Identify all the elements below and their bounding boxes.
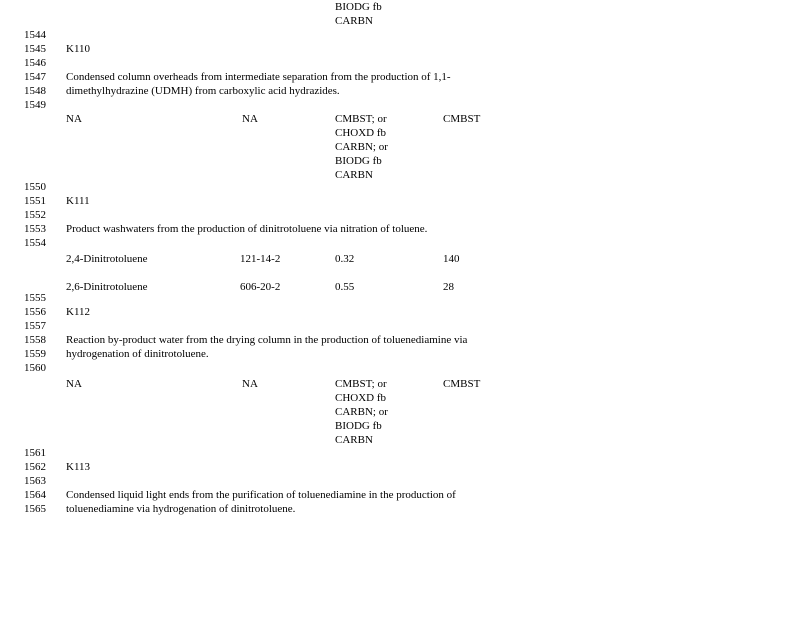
- line-number: 1546: [24, 57, 46, 69]
- line-number: 1564: [24, 489, 46, 501]
- k112-nonwastewater-standard: CMBST: [443, 378, 481, 390]
- line-number: 1544: [24, 29, 46, 41]
- k110-wastewater-standard: CMBST; or: [335, 113, 387, 125]
- k111-description-line-1: Product washwaters from the production of dinitrotoluene via nitration of toluene.: [66, 223, 428, 235]
- k110-cas-number: NA: [242, 113, 258, 125]
- k112-wastewater-standard: BIODG fb: [335, 420, 382, 432]
- waste-code-k112: K112: [66, 306, 91, 318]
- waste-code-k113: K113: [66, 461, 91, 473]
- k111-cas-number: 121-14-2: [240, 253, 281, 265]
- line-number: 1550: [24, 181, 46, 193]
- k113-description-line-1: Condensed liquid light ends from the purification of toluenediamine in the production of: [66, 489, 456, 501]
- line-number: 1551: [24, 195, 46, 207]
- line-number: 1553: [24, 223, 46, 235]
- line-number: 1547: [24, 71, 46, 83]
- k112-description-line-2: hydrogenation of dinitrotoluene.: [66, 348, 209, 360]
- k112-wastewater-standard: CHOXD fb: [335, 392, 387, 404]
- line-number: 1552: [24, 209, 46, 221]
- line-number: 1545: [24, 43, 46, 55]
- k113-description-line-2: toluenediamine via hydrogenation of dinitrotoluene.: [66, 503, 296, 515]
- k110-nonwastewater-standard: CMBST: [443, 113, 481, 125]
- k110-description-line-1: Condensed column overheads from intermediate separation from the production of 1,1-: [66, 71, 451, 83]
- line-number: 1548: [24, 85, 46, 97]
- k111-wastewater-value: 0.32: [335, 253, 355, 265]
- k112-wastewater-standard: CARBN: [335, 434, 373, 446]
- k111-nonwastewater-value: 140: [443, 253, 460, 265]
- line-number: 1549: [24, 99, 46, 111]
- k110-description-line-2: dimethylhydrazine (UDMH) from carboxylic acid hydrazides.: [66, 85, 340, 97]
- top-cell-line-2: CARBN: [335, 15, 373, 27]
- line-number: 1561: [24, 447, 46, 459]
- line-number: 1560: [24, 362, 46, 374]
- k112-constituent: NA: [66, 378, 82, 390]
- k112-cas-number: NA: [242, 378, 258, 390]
- line-number: 1554: [24, 237, 46, 249]
- line-number: 1559: [24, 348, 46, 360]
- line-number: 1565: [24, 503, 46, 515]
- line-number: 1555: [24, 292, 46, 304]
- k110-constituent: NA: [66, 113, 82, 125]
- k110-wastewater-standard: CARBN: [335, 169, 373, 181]
- line-number: 1556: [24, 306, 46, 318]
- k111-wastewater-value: 0.55: [335, 281, 355, 293]
- k112-wastewater-standard: CMBST; or: [335, 378, 387, 390]
- line-number: 1557: [24, 320, 46, 332]
- k111-constituent: 2,4-Dinitrotoluene: [66, 253, 148, 265]
- line-number: 1558: [24, 334, 46, 346]
- k110-wastewater-standard: CHOXD fb: [335, 127, 387, 139]
- waste-code-k111: K111: [66, 195, 90, 207]
- k110-wastewater-standard: BIODG fb: [335, 155, 382, 167]
- k111-constituent: 2,6-Dinitrotoluene: [66, 281, 148, 293]
- k112-description-line-1: Reaction by-product water from the drying column in the production of toluenediamine via: [66, 334, 468, 346]
- waste-code-k110: K110: [66, 43, 91, 55]
- k110-wastewater-standard: CARBN; or: [335, 141, 388, 153]
- line-number: 1562: [24, 461, 46, 473]
- k111-nonwastewater-value: 28: [443, 281, 454, 293]
- k111-cas-number: 606-20-2: [240, 281, 281, 293]
- line-number: 1563: [24, 475, 46, 487]
- top-cell-line-1: BIODG fb: [335, 1, 382, 13]
- k112-wastewater-standard: CARBN; or: [335, 406, 388, 418]
